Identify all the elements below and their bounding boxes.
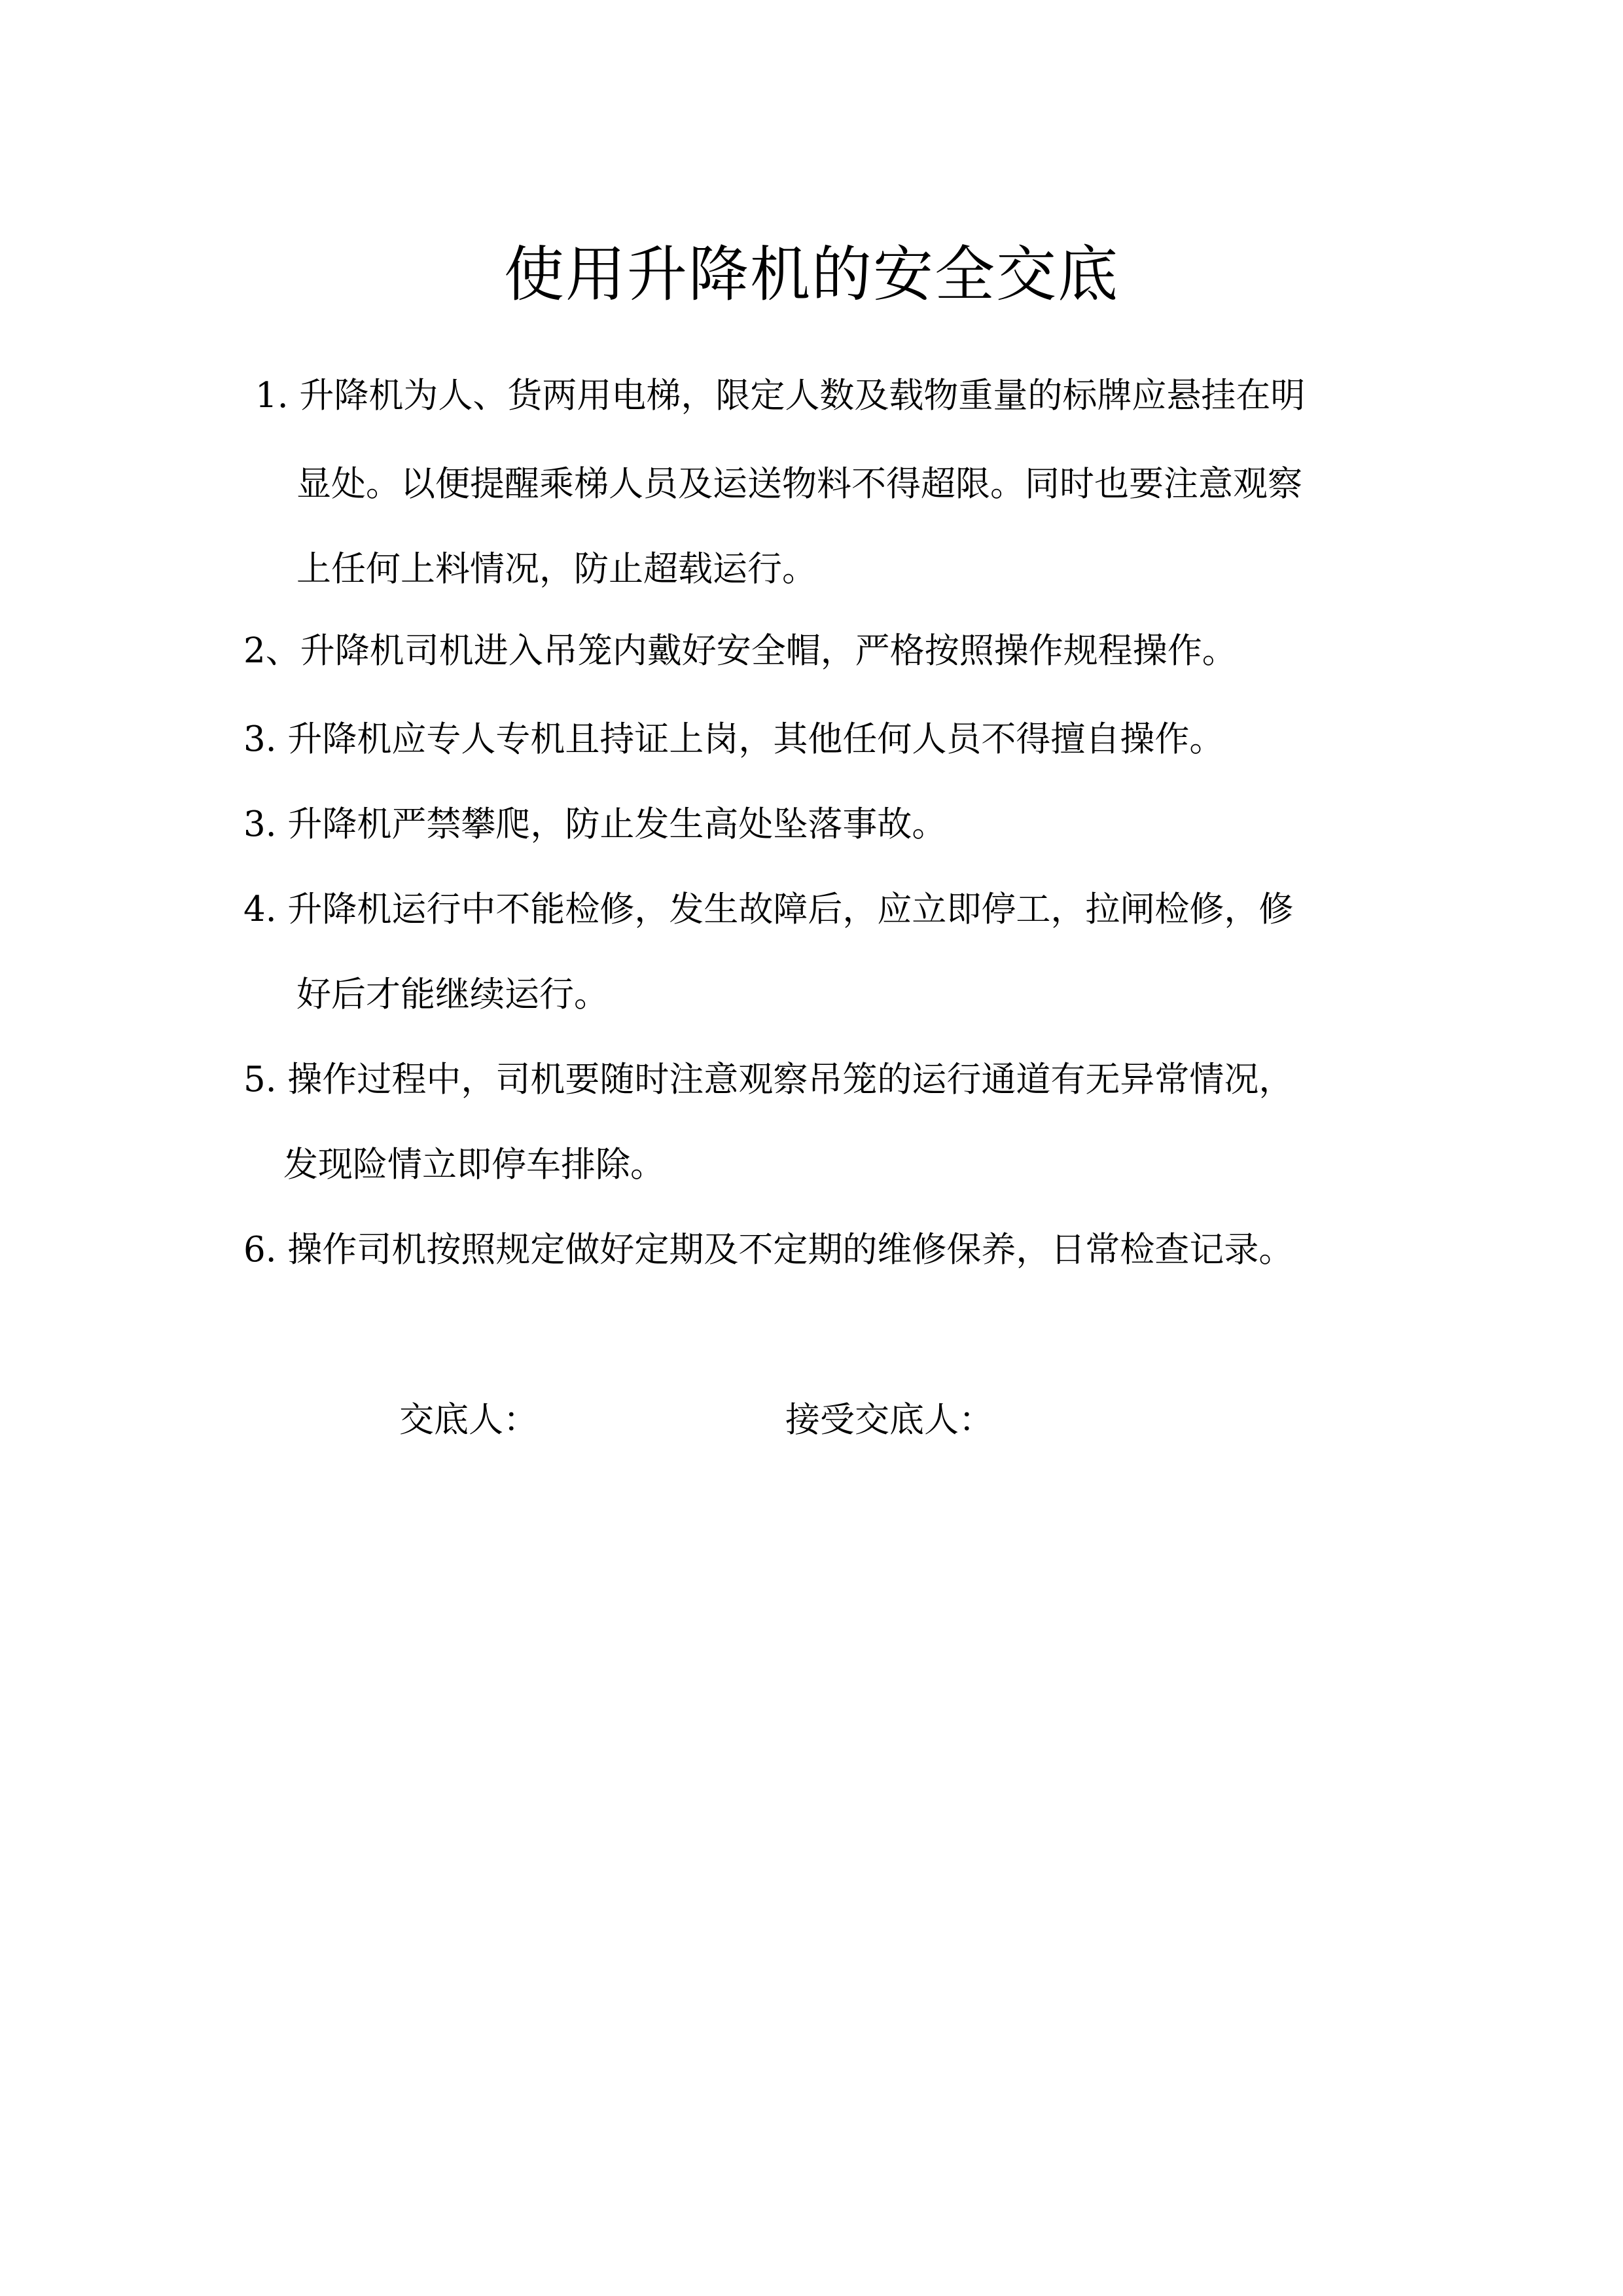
- signature-receiver-label: 接受交底人：: [785, 1400, 993, 1440]
- item-4-line-2: 好后才能继续运行。: [296, 975, 609, 1014]
- document-title: 使用升降机的安全交底: [503, 240, 1119, 310]
- item-1-line-1: 1. 升降机为人、货两用电梯，限定人数及载物重量的标牌应悬挂在明: [255, 376, 1306, 416]
- signature-giver-label: 交底人：: [399, 1400, 538, 1440]
- item-3a-line-1: 3. 升降机应专人专机且持证上岗，其他任何人员不得擅自操作。: [243, 719, 1224, 759]
- item-2-line-1: 2、升降机司机进入吊笼内戴好安全帽，严格按照操作规程操作。: [243, 631, 1237, 671]
- item-1-line-3: 上任何上料情况，防止超载运行。: [296, 549, 817, 589]
- item-4-line-1: 4. 升降机运行中不能检修，发生故障后，应立即停工，拉闸检修，修: [243, 889, 1294, 929]
- item-6-line-1: 6. 操作司机按照规定做好定期及不定期的维修保养，日常检查记录。: [243, 1230, 1294, 1270]
- item-5-line-2: 发现险情立即停车排除。: [283, 1145, 665, 1185]
- item-5-line-1: 5. 操作过程中，司机要随时注意观察吊笼的运行通道有无异常情况，: [243, 1060, 1294, 1100]
- item-1-line-2: 显处。以便提醒乘梯人员及运送物料不得超限。同时也要注意观察: [296, 464, 1302, 504]
- item-3b-line-1: 3. 升降机严禁攀爬，防止发生高处坠落事故。: [243, 804, 947, 844]
